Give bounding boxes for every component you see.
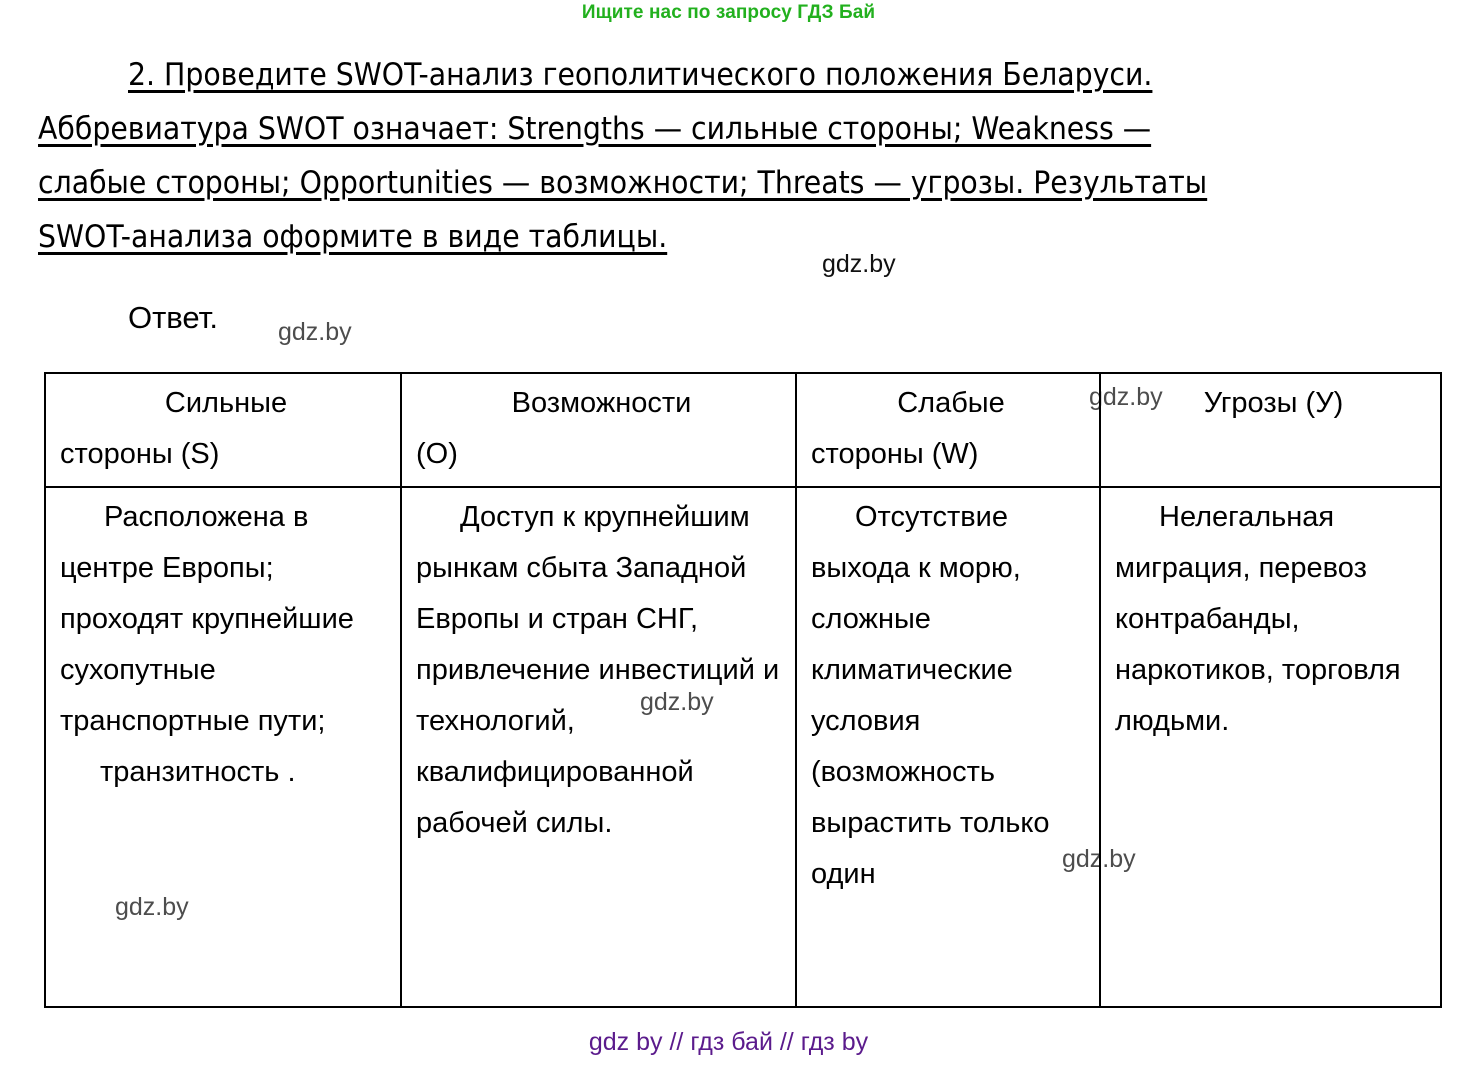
task-line-1 bbox=[38, 48, 1408, 102]
swot-table bbox=[44, 372, 1442, 1008]
cell-threats bbox=[1100, 487, 1441, 1007]
watermark-gdz-1: gdz.by bbox=[822, 250, 896, 278]
header-threats-line1: Угрозы (У) bbox=[1203, 387, 1344, 419]
cell-strengths bbox=[45, 487, 401, 1007]
promo-banner: Ищите нас по запросу ГДЗ Бай bbox=[581, 2, 876, 23]
cell-threats-lead: Нелегальна bbox=[1159, 501, 1319, 533]
cell-weaknesses-lead: Отсутстви bbox=[855, 501, 992, 533]
task-line-3-text: слабые стороны; Opportunities — возможности; Threats — угрозы. Результаты bbox=[38, 165, 1208, 201]
swot-table-body bbox=[45, 487, 1441, 1007]
watermark-gdz-4: gdz.by bbox=[640, 688, 714, 716]
header-cell-opportunities bbox=[401, 373, 796, 487]
task-line-4 bbox=[38, 210, 1408, 264]
task-statement bbox=[38, 48, 1408, 264]
task-line-2-text: Аббревиатура SWOT означает: Strengths — сильные стороны; Weakness — bbox=[38, 111, 1152, 147]
header-cell-weaknesses bbox=[796, 373, 1100, 487]
table-row bbox=[45, 487, 1441, 1007]
header-opportunities-line1: Возможности bbox=[511, 387, 692, 419]
answer-label: Ответ. bbox=[128, 300, 219, 335]
header-weaknesses-line2: стороны (W) bbox=[811, 438, 979, 470]
cell-opportunities-lead: Доступ к bbox=[460, 501, 576, 533]
footer-branding: gdz by // гдз бай // гдз by bbox=[588, 1028, 869, 1056]
watermark-gdz-2: gdz.by bbox=[278, 318, 352, 346]
task-line-1-text: 2. Проведите SWOT-анализ геополитического положения Беларуси. bbox=[128, 57, 1153, 93]
cell-opportunities bbox=[401, 487, 796, 1007]
watermark-gdz-3: gdz.by bbox=[1089, 383, 1163, 411]
cell-weaknesses bbox=[796, 487, 1100, 1007]
swot-table-header bbox=[45, 373, 1441, 487]
header-weaknesses-line1: Слабые bbox=[897, 387, 1005, 419]
cell-strengths-tail: транзитность bbox=[100, 756, 280, 788]
header-cell-threats bbox=[1100, 373, 1441, 487]
header-opportunities-line2: (O) bbox=[416, 438, 458, 470]
cell-opportunities-rest: крупнейшим рынкам сбыта Западной Европы и стран СНГ, привлечение инвестиций и технологий, квалифицированной рабочей силы. bbox=[416, 501, 780, 839]
header-cell-strengths bbox=[45, 373, 401, 487]
cell-strengths-period: . bbox=[287, 756, 296, 788]
header-strengths-line2: стороны (S) bbox=[60, 438, 220, 470]
cell-weaknesses-rest: е выхода к морю, сложные климатические условия (возможность вырастить только один bbox=[811, 501, 1050, 890]
cell-strengths-rest: в центре Европы; проходят крупнейшие сухопутные транспортные пути; bbox=[60, 501, 354, 737]
header-strengths-line1: Сильные bbox=[164, 387, 288, 419]
cell-threats-rest: я миграция, перевоз контрабанды, наркотиков, торговля людьми. bbox=[1115, 501, 1401, 737]
task-line-4-text: SWOT-анализа оформите в виде таблицы. bbox=[38, 219, 668, 255]
task-line-3 bbox=[38, 156, 1408, 210]
cell-strengths-lead: Расположена bbox=[104, 501, 285, 533]
watermark-gdz-5: gdz.by bbox=[1062, 845, 1136, 873]
task-line-2 bbox=[38, 102, 1408, 156]
table-header-row bbox=[45, 373, 1441, 487]
watermark-gdz-6: gdz.by bbox=[115, 893, 189, 921]
